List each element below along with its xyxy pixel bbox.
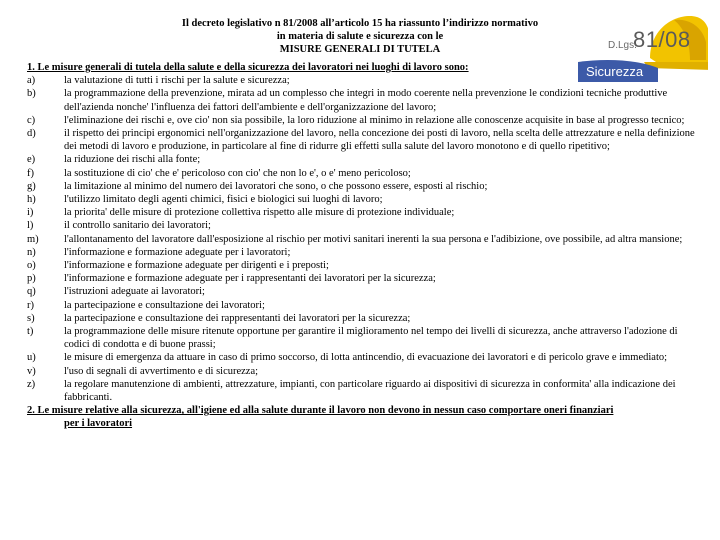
list-item — [27, 219, 697, 232]
list-item-letter: t) — [27, 326, 34, 338]
header-line-2: in materia di salute e sicurezza con le — [276, 31, 444, 43]
list-item-text: la programmazione delle misure ritenute opportune per garantire il miglioramento nel tempo dei livelli di sicurezza, anche attraverso l'adozione di codici di condotta e di buone prassi; — [64, 326, 678, 351]
list-item-letter: n) — [27, 246, 36, 258]
list-item — [27, 74, 697, 87]
section-2-title — [27, 404, 697, 430]
content — [27, 61, 697, 431]
list-item-letter: i) — [27, 207, 34, 219]
list-item — [27, 285, 697, 298]
list-item-text: l'eliminazione dei rischi e, ove cio' non sia possibile, la loro riduzione al minimo in relazione alle conoscenze acquisite in base al progresso tecnico; — [64, 114, 685, 126]
list-item — [27, 259, 697, 272]
list-item-text: il controllo sanitario dei lavoratori; — [64, 220, 211, 232]
list-item-letter: u) — [27, 352, 36, 364]
list-item-text: l'informazione e formazione adeguate per dirigenti e i preposti; — [64, 260, 329, 272]
section-2-title-line-2: per i lavoratori — [64, 418, 133, 430]
measures-list — [27, 74, 697, 404]
list-item-letter: e) — [27, 154, 36, 166]
list-item — [27, 325, 697, 351]
list-item-text: la riduzione dei rischi alla fonte; — [64, 154, 201, 166]
list-item-letter: b) — [27, 88, 36, 100]
list-item-letter: h) — [27, 194, 36, 206]
list-item — [27, 153, 697, 166]
list-item-text: la limitazione al minimo del numero dei lavoratori che sono, o che possono essere, esposti al rischio; — [64, 180, 488, 192]
list-item — [27, 365, 697, 378]
list-item — [27, 299, 697, 312]
list-item-letter: a) — [27, 75, 36, 87]
logo-word: Sicurezza — [586, 64, 644, 79]
list-item-text: la valutazione di tutti i rischi per la salute e sicurezza; — [64, 75, 290, 87]
list-item — [27, 246, 697, 259]
list-item — [27, 272, 697, 285]
list-item-letter: d) — [27, 128, 36, 140]
list-item-text: la partecipazione e consultazione dei lavoratori; — [64, 299, 265, 311]
list-item-letter: m) — [27, 233, 39, 245]
list-item — [27, 312, 697, 325]
list-item-letter: s) — [27, 312, 35, 324]
list-item-text: l'uso di segnali di avvertimento e di sicurezza; — [64, 365, 259, 377]
list-item — [27, 114, 697, 127]
list-item-letter: z) — [27, 378, 36, 390]
list-item — [27, 193, 697, 206]
list-item — [27, 87, 697, 113]
list-item-text: la partecipazione e consultazione dei rappresentanti dei lavoratori per la sicurezza; — [64, 312, 411, 324]
list-item — [27, 206, 697, 219]
list-item-text: la priorita' delle misure di protezione collettiva rispetto alle misure di protezione individuale; — [64, 207, 455, 219]
list-item — [27, 378, 697, 404]
list-item-letter: c) — [27, 114, 36, 126]
list-item-letter: v) — [27, 365, 36, 377]
list-item-text: l'allontanamento del lavoratore dall'esposizione al rischio per motivi sanitari inerenti la sua persona e l'adibizione, ove possibile, ad altra mansione; — [64, 233, 683, 245]
list-item-text: l'utilizzo limitato degli agenti chimici, fisici e biologici sui luoghi di lavoro; — [64, 194, 383, 206]
list-item-text: la regolare manutenzione di ambienti, attrezzature, impianti, con particolare riguardo ai dispositivi di sicurezza in conformita' alla indicazione dei fabbricanti. — [64, 378, 676, 404]
header-line-1: Il decreto legislativo n 81/2008 all’articolo 15 ha riassunto l’indirizzo normativo — [181, 18, 539, 29]
section-1-title: 1. Le misure generali di tutela della salute e della sicurezza dei lavoratori nei luoghi di lavoro sono: — [27, 62, 469, 73]
list-item — [27, 351, 697, 364]
list-item-letter: o) — [27, 260, 36, 272]
logo-prefix: D.Lgs. — [608, 40, 637, 51]
list-item-text: l'informazione e formazione adeguate per i lavoratori; — [64, 246, 291, 258]
list-item — [27, 233, 697, 246]
list-item-text: le misure di emergenza da attuare in caso di primo soccorso, di lotta antincendio, di evacuazione dei lavoratori e di pericolo grave e immediato; — [64, 352, 668, 364]
logo-number: 81/08 — [633, 27, 691, 52]
list-item-letter: q) — [27, 286, 36, 298]
list-item-letter: f) — [27, 167, 34, 179]
list-item — [27, 180, 697, 193]
section-2-title-line-1: 2. Le misure relative alla sicurezza, all'igiene ed alla salute durante il lavoro non devono in nessun caso comportare oneri finanziari — [27, 405, 614, 417]
list-item-letter: l) — [27, 220, 34, 232]
list-item-letter: p) — [27, 273, 36, 285]
list-item — [27, 167, 697, 180]
list-item-text: l'informazione e formazione adeguate per i rappresentanti dei lavoratori per la sicurezza; — [64, 273, 436, 285]
list-item-letter: r) — [27, 299, 34, 311]
list-item-text: il rispetto dei principi ergonomici nell'organizzazione del lavoro, nella concezione dei posti di lavoro, nella scelta delle attrezzature e nella definizione dei metodi di lavoro e produzione, in particolare al fine di ridurre gli effetti sulla salute del lavoro monotono e di quello ripetitivo; — [64, 128, 695, 153]
list-item-text: la programmazione della prevenzione, mirata ad un complesso che integri in modo coerente nella prevenzione le condizioni tecniche produttive dell'azienda nonche' l'influenza dei fattori dell'ambiente e dell'organizzazione del lavoro; — [64, 88, 668, 113]
list-item-text: l'istruzioni adeguate ai lavoratori; — [64, 286, 205, 298]
list-item — [27, 127, 697, 153]
header — [120, 17, 600, 57]
list-item-text: la sostituzione di cio' che e' pericoloso con cio' che non lo e', o e' meno pericoloso; — [64, 167, 411, 179]
header-line-3: MISURE GENERALI DI TUTELA — [279, 44, 441, 56]
list-item-letter: g) — [27, 180, 36, 192]
